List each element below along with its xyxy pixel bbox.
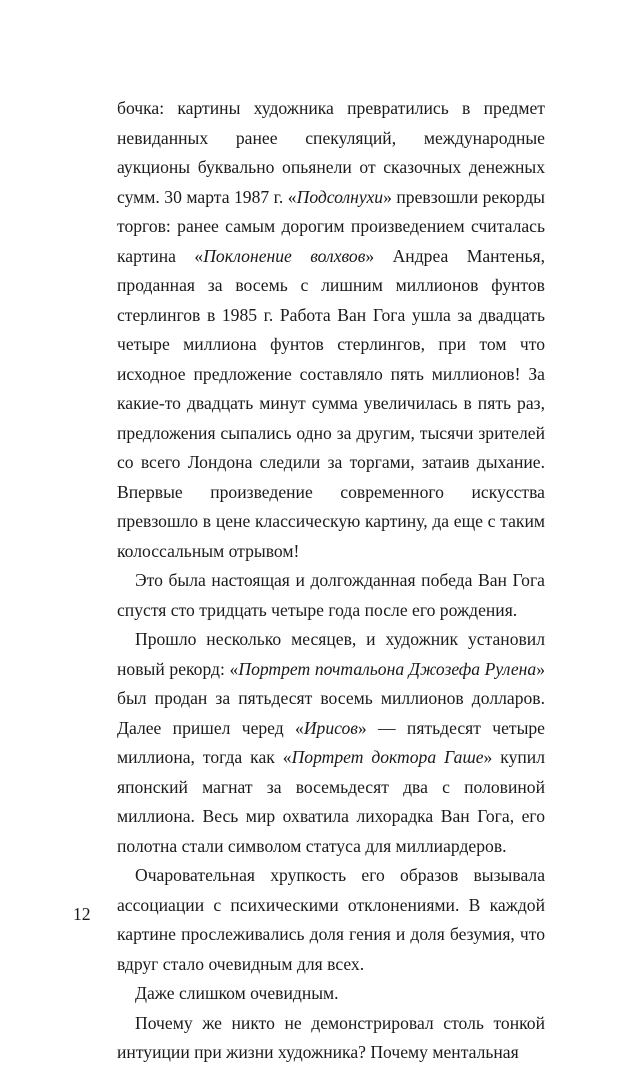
text-run: Очаровательная хрупкость его образов вызывала ассоциации с психическими отклонениями. В каждой картине прослеживались доля гения и доля безумия, что вдруг стало очевидным для всех. <box>117 865 545 974</box>
paragraph <box>117 1009 545 1068</box>
text-run: бочка: картины художника превратились в предмет невиданных ранее спекуляций, международные аукционы буквально опьянели от сказочных денежных сумм. 30 марта 1987 г. « <box>117 98 545 207</box>
text-run: » — пятьдесят четыре миллиона, тогда как « <box>117 717 545 767</box>
text-run: » превзошли рекорды торгов: ранее самым дорогим произведением считалась картина « <box>117 186 545 266</box>
italic-title: Подсолнухи <box>296 186 384 207</box>
body-text <box>117 94 545 1068</box>
italic-title: Портрет почтальона Джозефа Рулена <box>238 658 537 679</box>
page-number: 12 <box>73 904 91 924</box>
text-run: » был продан за пятьдесят восемь миллионов долларов. Далее пришел черед « <box>117 658 545 738</box>
italic-title: Ирисов <box>303 717 358 738</box>
text-run: » Андреа Мантенья, проданная за восемь с лишним миллионов фунтов стерлингов в 1985 г. Работа Ван Гога ушла за двадцать четыре миллиона фунтов стерлингов, при том что исходное предложение составляло пять миллионов! За какие-то двадцать минут сумма увеличилась в пять раз, предложения сыпались одно за другим, тысячи зрителей со всего Лондона следили за торгами, затаив дыхание. Впервые произведение современного искусства превзошло в цене классическую картину, да еще с таким колоссальным отрывом! <box>117 245 545 561</box>
paragraph <box>117 625 545 861</box>
paragraph <box>117 979 545 1009</box>
paragraph <box>117 861 545 979</box>
italic-title: Поклонение волхвов <box>203 245 366 266</box>
text-run: Почему же никто не демонстрировал столь тонкой интуиции при жизни художника? Почему ментальная <box>117 1012 545 1062</box>
italic-title: Портрет доктора Гаше <box>291 747 484 767</box>
text-run: » купил японский магнат за восемьдесят два с половиной миллиона. Весь мир охватила лихорадка Ван Гога, его полотна стали символом статуса для миллиардеров. <box>117 747 545 856</box>
text-run: Это была настоящая и долгожданная победа Ван Гога спустя сто тридцать четыре года после его рождения. <box>117 570 545 620</box>
paragraph <box>117 94 545 566</box>
text-run: Даже слишком очевидным. <box>135 983 339 1003</box>
text-run: Прошло несколько месяцев, и художник установил новый рекорд: « <box>117 629 545 679</box>
paragraph <box>117 566 545 625</box>
